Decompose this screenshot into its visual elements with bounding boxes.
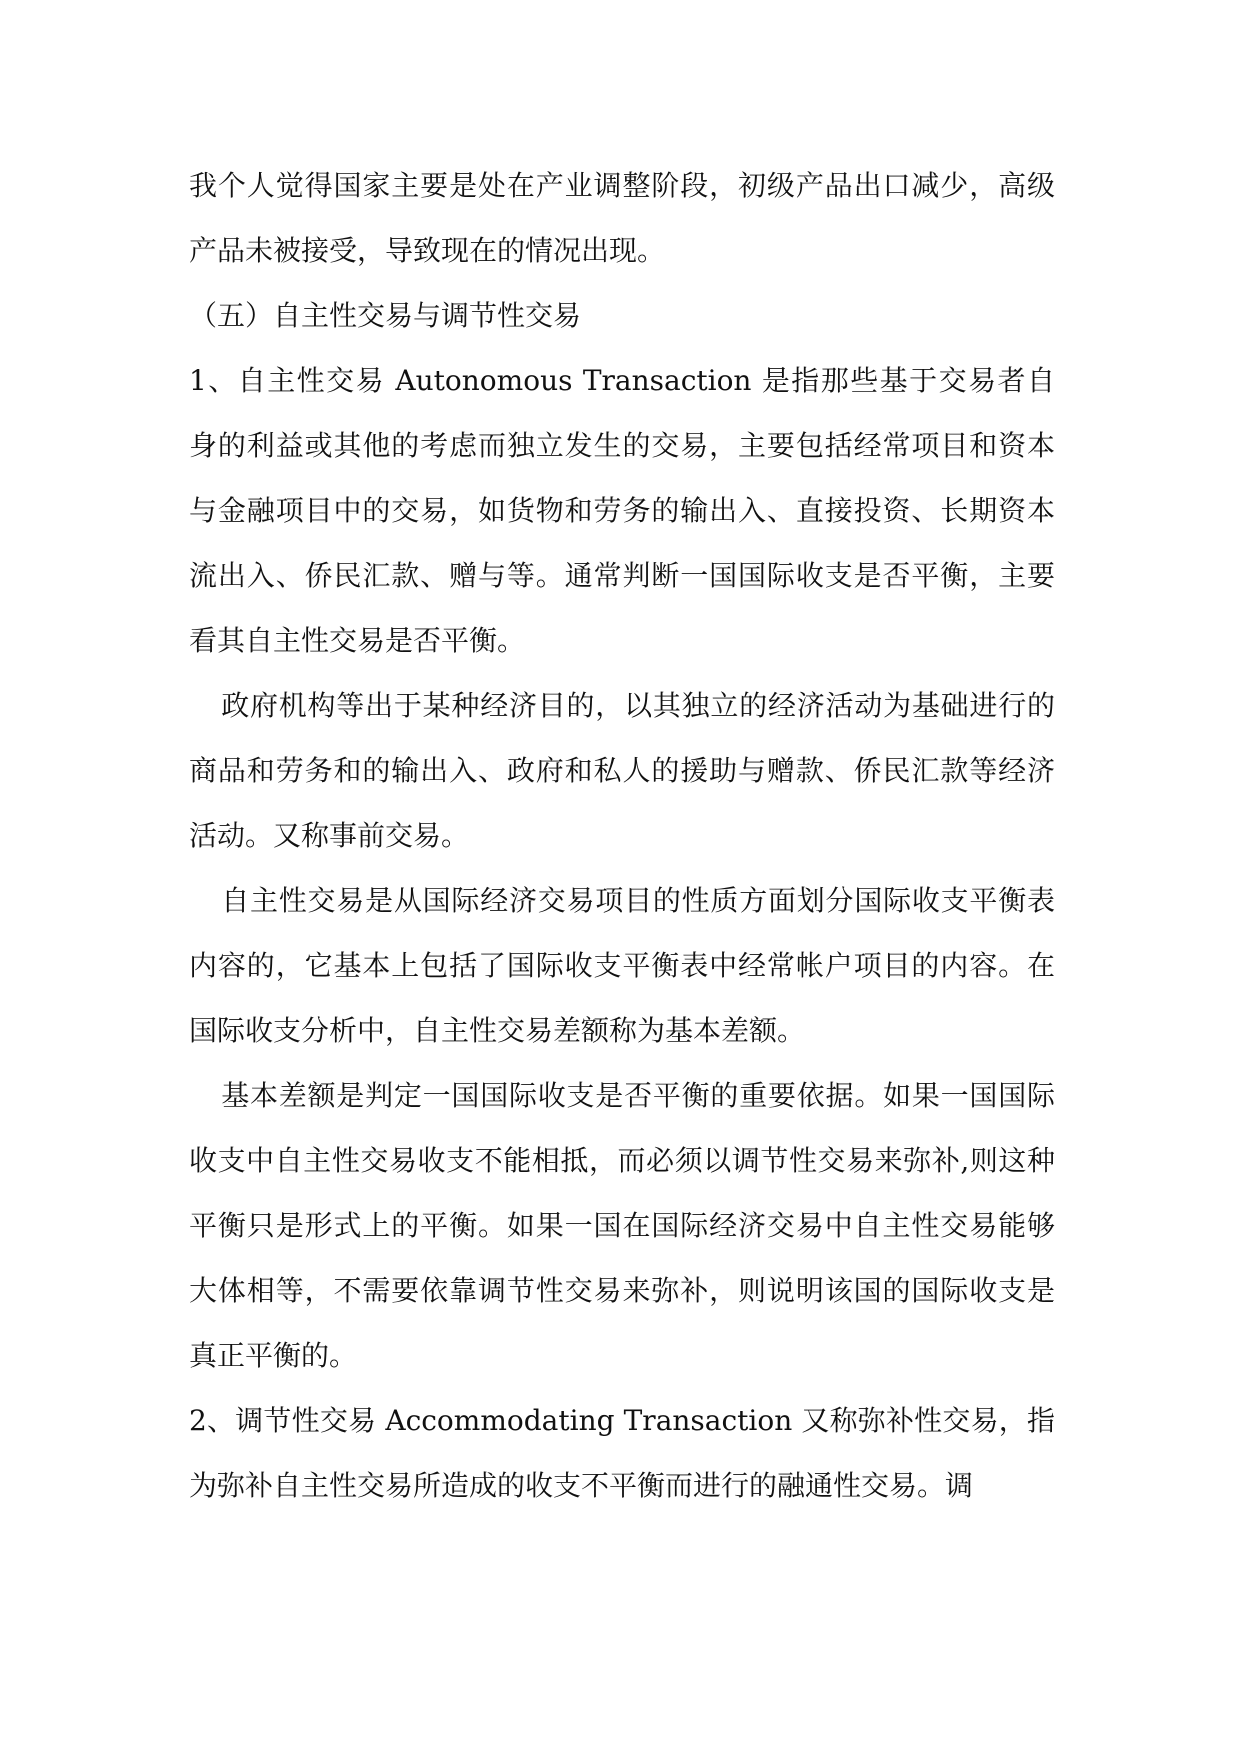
paragraph-balance-criteria: 基本差额是判定一国国际收支是否平衡的重要依据。如果一国国际收支中自主性交易收支不能相抵，而必须以调节性交易来弥补,则这种平衡只是形式上的平衡。如果一国在国际经济交易中自主性交易能够大体相等，不需要依靠调节性交易来弥补，则说明该国的国际收支是真正平衡的。	[189, 1079, 1055, 1372]
section-heading-five: （五）自主性交易与调节性交易	[189, 299, 582, 332]
paragraph-industry-adjustment: 我个人觉得国家主要是处在产业调整阶段，初级产品出口减少，高级产品未被接受，导致现在的情况出现。	[189, 169, 1055, 267]
paragraph-autonomous-transaction: 1、自主性交易 Autonomous Transaction 是指那些基于交易者自身的利益或其他的考虑而独立发生的交易，主要包括经常项目和资本与金融项目中的交易，如货物和劳务的输出入、直接投资、长期资本流出入、侨民汇款、赠与等。通常判断一国国际收支是否平衡，主要看其自主性交易是否平衡。	[189, 364, 1055, 657]
document-body	[189, 153, 1055, 1518]
paragraph-government-activity: 政府机构等出于某种经济目的，以其独立的经济活动为基础进行的商品和劳务和的输出入、政府和私人的援助与赠款、侨民汇款等经济活动。又称事前交易。	[189, 689, 1055, 852]
paragraph-basic-balance: 自主性交易是从国际经济交易项目的性质方面划分国际收支平衡表内容的，它基本上包括了国际收支平衡表中经常帐户项目的内容。在国际收支分析中，自主性交易差额称为基本差额。	[189, 884, 1055, 1047]
paragraph-accommodating-transaction: 2、调节性交易 Accommodating Transaction 又称弥补性交易，指为弥补自主性交易所造成的收支不平衡而进行的融通性交易。调	[189, 1404, 1055, 1502]
